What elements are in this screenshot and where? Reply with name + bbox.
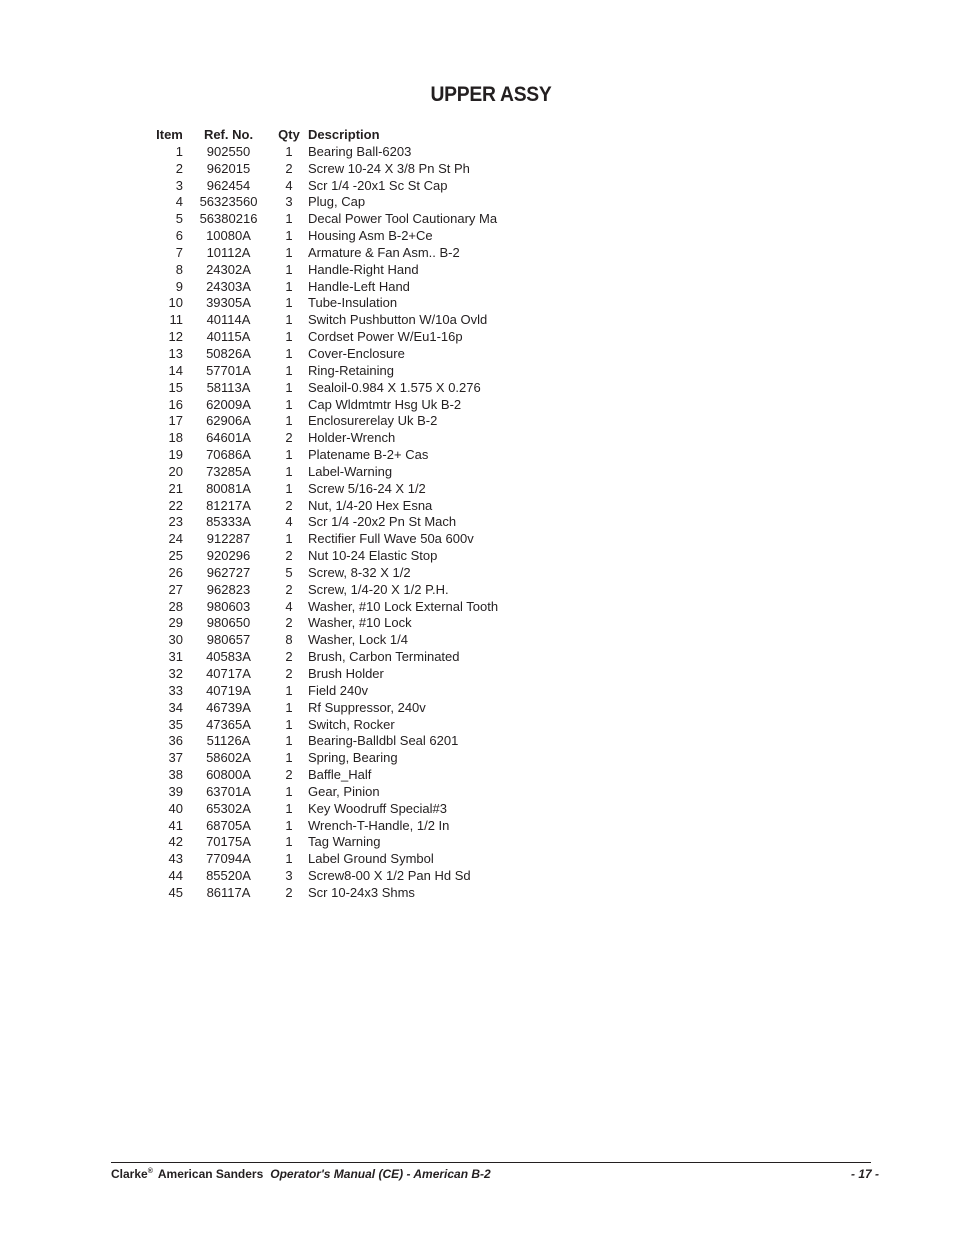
- table-row: [150, 498, 548, 515]
- cell-qty: 2: [285, 160, 293, 176]
- table-row: [150, 380, 548, 397]
- table-row: [150, 514, 548, 531]
- cell-item: 18: [168, 430, 183, 446]
- cell-description: Nut 10-24 Elastic Stop: [308, 548, 438, 564]
- registered-mark: ®: [147, 1168, 153, 1175]
- cell-qty: 1: [285, 851, 293, 867]
- cell-description: Armature & Fan Asm.. B-2: [308, 244, 460, 260]
- cell-ref-no: 65302A: [206, 800, 251, 816]
- cell-qty: 1: [285, 834, 293, 850]
- page-number: - 17 -: [850, 1167, 879, 1181]
- cell-ref-no: 56323560: [199, 194, 258, 210]
- cell-qty: 2: [285, 581, 293, 597]
- cell-qty: 2: [285, 548, 293, 564]
- cell-description: Ring-Retaining: [308, 362, 394, 378]
- cell-ref-no: 50826A: [206, 345, 251, 361]
- table-row: [150, 834, 548, 851]
- cell-qty: 1: [285, 783, 293, 799]
- table-row: [150, 666, 548, 683]
- cell-qty: 1: [285, 733, 293, 749]
- table-row: [150, 649, 548, 666]
- cell-description: Screw, 8-32 X 1/2: [308, 564, 411, 580]
- cell-description: Switch Pushbutton W/10a Ovld: [308, 312, 488, 328]
- cell-item: 41: [168, 817, 183, 833]
- table-row: [150, 228, 548, 245]
- cell-qty: 1: [285, 345, 293, 361]
- cell-qty: 1: [285, 750, 293, 766]
- cell-ref-no: 40719A: [206, 682, 251, 698]
- cell-description: Screw, 1/4-20 X 1/2 P.H.: [308, 581, 449, 597]
- cell-ref-no: 920296: [206, 548, 251, 564]
- cell-description: Screw8-00 X 1/2 Pan Hd Sd: [308, 868, 471, 884]
- cell-item: 3: [175, 177, 183, 193]
- cell-item: 19: [168, 447, 183, 463]
- cell-description: Baffle_Half: [308, 767, 372, 783]
- cell-description: Plug, Cap: [308, 194, 366, 210]
- cell-ref-no: 70686A: [206, 447, 251, 463]
- cell-item: 9: [175, 278, 183, 294]
- footer-brand-name: Clarke: [111, 1167, 148, 1181]
- table-row: [150, 279, 548, 296]
- cell-qty: 1: [285, 211, 293, 227]
- cell-description: Label Ground Symbol: [308, 851, 434, 867]
- cell-description: Decal Power Tool Cautionary Ma: [308, 211, 498, 227]
- cell-qty: 1: [285, 362, 293, 378]
- cell-qty: 4: [285, 177, 293, 193]
- cell-item: 40: [168, 800, 183, 816]
- cell-ref-no: 86117A: [206, 884, 251, 900]
- cell-item: 20: [168, 463, 183, 479]
- cell-description: Housing Asm B-2+Ce: [308, 228, 433, 244]
- table-row: [150, 144, 548, 161]
- cell-item: 37: [168, 750, 183, 766]
- cell-description: Scr 10-24x3 Shms: [308, 884, 415, 900]
- table-row: [150, 312, 548, 329]
- cell-ref-no: 962015: [206, 160, 251, 176]
- cell-qty: 3: [285, 194, 293, 210]
- table-header-row: [150, 127, 548, 144]
- cell-description: Label-Warning: [308, 463, 393, 479]
- cell-description: Rf Suppressor, 240v: [308, 699, 426, 715]
- cell-qty: 1: [285, 463, 293, 479]
- table-body: [150, 144, 548, 902]
- cell-ref-no: 962727: [206, 564, 251, 580]
- table-row: [150, 194, 548, 211]
- table-row: [150, 868, 548, 885]
- cell-description: Cover-Enclosure: [308, 345, 405, 361]
- footer-manual-title: Operator's Manual (CE) - American B-2: [270, 1167, 491, 1181]
- cell-description: Switch, Rocker: [308, 716, 395, 732]
- cell-description: Bearing-Balldbl Seal 6201: [308, 733, 459, 749]
- cell-ref-no: 10112A: [206, 244, 251, 260]
- cell-item: 1: [175, 143, 183, 159]
- cell-item: 16: [168, 396, 183, 412]
- cell-item: 8: [175, 261, 183, 277]
- cell-ref-no: 47365A: [206, 716, 251, 732]
- cell-qty: 3: [285, 868, 293, 884]
- cell-description: Handle-Right Hand: [308, 261, 419, 277]
- cell-item: 27: [168, 581, 183, 597]
- cell-ref-no: 56380216: [199, 211, 258, 227]
- table-row: [150, 531, 548, 548]
- cell-qty: 2: [285, 884, 293, 900]
- cell-ref-no: 58113A: [206, 379, 251, 395]
- table-row: [150, 295, 548, 312]
- column-header-ref-no: Ref. No.: [203, 127, 254, 142]
- cell-item: 25: [168, 548, 183, 564]
- cell-description: Washer, #10 Lock External Tooth: [308, 598, 499, 614]
- cell-qty: 1: [285, 379, 293, 395]
- cell-ref-no: 24303A: [206, 278, 251, 294]
- cell-ref-no: 63701A: [206, 783, 251, 799]
- cell-description: Scr 1/4 -20x1 Sc St Cap: [308, 177, 448, 193]
- cell-qty: 1: [285, 261, 293, 277]
- cell-item: 26: [168, 564, 183, 580]
- table-row: [150, 700, 548, 717]
- cell-qty: 1: [285, 278, 293, 294]
- cell-item: 28: [168, 598, 183, 614]
- cell-qty: 1: [285, 716, 293, 732]
- cell-qty: 8: [285, 632, 293, 648]
- cell-ref-no: 912287: [206, 531, 251, 547]
- cell-ref-no: 80081A: [206, 480, 251, 496]
- cell-item: 35: [168, 716, 183, 732]
- cell-ref-no: 40583A: [206, 649, 251, 665]
- cell-ref-no: 962823: [206, 581, 251, 597]
- cell-ref-no: 40114A: [206, 312, 251, 328]
- table-row: [150, 818, 548, 835]
- cell-item: 32: [168, 666, 183, 681]
- cell-description: Wrench-T-Handle, 1/2 In: [308, 817, 450, 833]
- table-row: [150, 717, 548, 734]
- cell-ref-no: 10080A: [206, 228, 251, 244]
- cell-description: Nut, 1/4-20 Hex Esna: [308, 497, 433, 513]
- table-row: [150, 750, 548, 767]
- cell-ref-no: 46739A: [206, 699, 251, 715]
- cell-ref-no: 962454: [206, 177, 251, 193]
- cell-qty: 2: [285, 649, 293, 665]
- cell-qty: 1: [285, 312, 293, 328]
- cell-item: 2: [175, 160, 183, 176]
- cell-qty: 1: [285, 682, 293, 698]
- cell-qty: 2: [285, 430, 293, 446]
- cell-item: 45: [168, 884, 183, 900]
- cell-item: 29: [168, 615, 183, 631]
- cell-description: Bearing Ball-6203: [308, 143, 412, 159]
- cell-qty: 1: [285, 295, 293, 311]
- cell-ref-no: 40115A: [206, 329, 251, 345]
- cell-qty: 4: [285, 514, 293, 530]
- cell-ref-no: 62009A: [206, 396, 251, 412]
- cell-description: Scr 1/4 -20x2 Pn St Mach: [308, 514, 457, 530]
- cell-ref-no: 40717A: [206, 666, 251, 681]
- cell-qty: 1: [285, 800, 293, 816]
- cell-qty: 2: [285, 497, 293, 513]
- table-row: [150, 548, 548, 565]
- footer-company: American Sanders: [157, 1167, 264, 1181]
- cell-description: Rectifier Full Wave 50a 600v: [308, 531, 474, 547]
- table-row: [150, 262, 548, 279]
- cell-ref-no: 902550: [206, 143, 251, 159]
- cell-qty: 1: [285, 143, 293, 159]
- table-row: [150, 161, 548, 178]
- table-row: [150, 178, 548, 195]
- cell-qty: 1: [285, 447, 293, 463]
- cell-qty: 2: [285, 666, 293, 681]
- cell-item: 12: [168, 329, 183, 345]
- table-row: [150, 245, 548, 262]
- table-row: [150, 582, 548, 599]
- cell-item: 7: [175, 244, 183, 260]
- page-footer: [111, 1167, 879, 1181]
- table-row: [150, 733, 548, 750]
- column-header-description: Description: [308, 127, 380, 142]
- cell-ref-no: 980603: [206, 598, 251, 614]
- table-row: [150, 615, 548, 632]
- table-row: [150, 346, 548, 363]
- cell-description: Platename B-2+ Cas: [308, 447, 429, 463]
- cell-item: 39: [168, 783, 183, 799]
- cell-description: Brush Holder: [308, 666, 384, 681]
- cell-item: 6: [175, 228, 183, 244]
- cell-qty: 1: [285, 228, 293, 244]
- cell-qty: 1: [285, 396, 293, 412]
- cell-qty: 1: [285, 329, 293, 345]
- cell-ref-no: 85520A: [206, 868, 251, 884]
- cell-ref-no: 81217A: [206, 497, 251, 513]
- table-row: [150, 683, 548, 700]
- table-row: [150, 397, 548, 414]
- table-row: [150, 632, 548, 649]
- cell-ref-no: 60800A: [206, 767, 251, 783]
- cell-item: 23: [168, 514, 183, 530]
- cell-description: Washer, Lock 1/4: [308, 632, 408, 648]
- cell-ref-no: 51126A: [206, 733, 251, 749]
- cell-description: Holder-Wrench: [308, 430, 396, 446]
- table-row: [150, 851, 548, 868]
- cell-item: 13: [168, 345, 183, 361]
- footer-brand: [111, 1167, 153, 1181]
- cell-item: 34: [168, 699, 183, 715]
- cell-description: Tag Warning: [308, 834, 381, 850]
- cell-item: 4: [175, 194, 183, 210]
- cell-qty: 1: [285, 244, 293, 260]
- table-row: [150, 430, 548, 447]
- cell-description: Field 240v: [308, 682, 368, 698]
- table-row: [150, 599, 548, 616]
- cell-description: Cap Wldmtmtr Hsg Uk B-2: [308, 396, 462, 412]
- cell-item: 22: [168, 497, 183, 513]
- cell-item: 5: [175, 211, 183, 227]
- cell-item: 44: [168, 868, 183, 884]
- cell-qty: 1: [285, 413, 293, 429]
- cell-item: 21: [168, 480, 183, 496]
- cell-ref-no: 39305A: [206, 295, 251, 311]
- cell-description: Enclosurerelay Uk B-2: [308, 413, 438, 429]
- cell-description: Gear, Pinion: [308, 783, 380, 799]
- cell-item: 15: [168, 379, 183, 395]
- cell-qty: 1: [285, 531, 293, 547]
- table-row: [150, 767, 548, 784]
- cell-qty: 5: [285, 564, 293, 580]
- cell-item: 24: [168, 531, 183, 547]
- cell-ref-no: 77094A: [206, 851, 251, 867]
- table-row: [150, 801, 548, 818]
- page-title: UPPER ASSY: [430, 83, 552, 106]
- table-row: [150, 413, 548, 430]
- cell-description: Handle-Left Hand: [308, 278, 410, 294]
- cell-item: 11: [169, 312, 183, 328]
- table-row: [150, 481, 548, 498]
- table-row: [150, 885, 548, 902]
- table-row: [150, 329, 548, 346]
- cell-qty: 2: [285, 615, 293, 631]
- cell-item: 30: [168, 632, 183, 648]
- cell-description: Spring, Bearing: [308, 750, 398, 766]
- cell-description: Screw 10-24 X 3/8 Pn St Ph: [308, 160, 470, 176]
- cell-qty: 2: [285, 767, 293, 783]
- cell-qty: 1: [285, 699, 293, 715]
- parts-table: [150, 127, 548, 902]
- table-row: [150, 565, 548, 582]
- cell-item: 14: [168, 362, 183, 378]
- cell-ref-no: 73285A: [206, 463, 251, 479]
- cell-description: Brush, Carbon Terminated: [308, 649, 460, 665]
- cell-qty: 1: [285, 480, 293, 496]
- cell-item: 42: [168, 834, 183, 850]
- cell-description: Sealoil-0.984 X 1.575 X 0.276: [308, 379, 481, 395]
- footer-divider: [111, 1162, 871, 1163]
- cell-item: 10: [168, 295, 183, 311]
- cell-item: 38: [168, 767, 183, 783]
- cell-ref-no: 58602A: [206, 750, 251, 766]
- table-row: [150, 447, 548, 464]
- cell-item: 36: [168, 733, 183, 749]
- table-row: [150, 363, 548, 380]
- cell-ref-no: 980650: [206, 615, 251, 631]
- column-header-item: Item: [156, 127, 183, 142]
- cell-ref-no: 62906A: [206, 413, 251, 429]
- column-header-qty: Qty: [278, 127, 300, 142]
- table-row: [150, 464, 548, 481]
- cell-description: Washer, #10 Lock: [308, 615, 412, 631]
- cell-item: 33: [168, 682, 183, 698]
- cell-ref-no: 85333A: [206, 514, 251, 530]
- cell-ref-no: 980657: [206, 632, 251, 648]
- cell-qty: 4: [285, 598, 293, 614]
- cell-description: Key Woodruff Special#3: [308, 800, 447, 816]
- cell-item: 31: [168, 649, 183, 665]
- cell-ref-no: 24302A: [206, 261, 251, 277]
- cell-ref-no: 68705A: [206, 817, 251, 833]
- cell-item: 17: [168, 413, 183, 429]
- cell-ref-no: 57701A: [206, 362, 251, 378]
- cell-description: Tube-Insulation: [308, 295, 398, 311]
- cell-qty: 1: [285, 817, 293, 833]
- table-row: [150, 784, 548, 801]
- cell-ref-no: 70175A: [206, 834, 251, 850]
- cell-item: 43: [168, 851, 183, 867]
- cell-ref-no: 64601A: [206, 430, 251, 446]
- table-row: [150, 211, 548, 228]
- cell-description: Screw 5/16-24 X 1/2: [308, 480, 426, 496]
- cell-description: Cordset Power W/Eu1-16p: [308, 329, 463, 345]
